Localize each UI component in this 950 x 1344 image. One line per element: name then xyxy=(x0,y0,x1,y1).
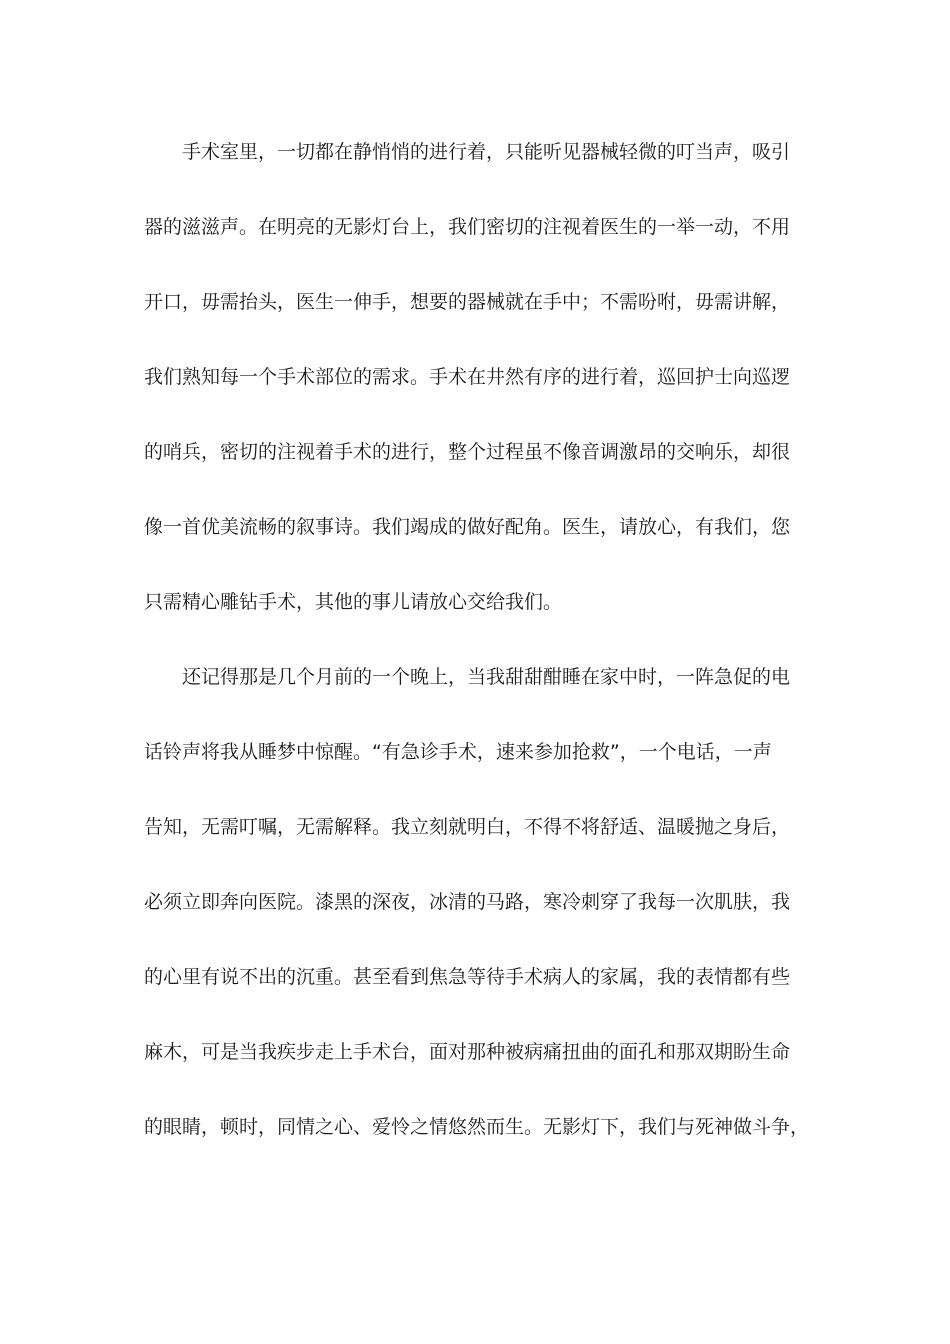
paragraph-1-line-2: 器的滋滋声。在明亮的无影灯台上，我们密切的注视着医生的一举一动，不用 xyxy=(144,216,791,238)
paragraph-1-line-4: 我们熟知每一个手术部位的需求。手术在井然有序的进行着，巡回护士向巡逻 xyxy=(144,366,791,388)
paragraph-2-line-7: 的眼睛，顿时，同情之心、爱怜之情悠然而生。无影灯下，我们与死神做斗争， xyxy=(144,1116,810,1138)
paragraph-2-line-5: 的心里有说不出的沉重。甚至看到焦急等待手术病人的家属，我的表情都有些 xyxy=(144,966,791,988)
paragraph-2-line-3: 告知，无需叮嘱，无需解释。我立刻就明白，不得不将舒适、温暖抛之身后， xyxy=(144,816,791,838)
paragraph-2-line-6: 麻木，可是当我疾步走上手术台，面对那种被病痛扭曲的面孔和那双期盼生命 xyxy=(144,1041,791,1063)
document-body xyxy=(144,132,810,1182)
paragraph-1-line-6: 像一首优美流畅的叙事诗。我们竭成的做好配角。医生，请放心，有我们，您 xyxy=(144,516,791,538)
paragraph-1-line-1: 手术室里，一切都在静悄悄的进行着，只能听见器械轻微的叮当声，吸引 xyxy=(182,141,791,163)
paragraph-1-line-5: 的哨兵，密切的注视着手术的进行，整个过程虽不像音调激昂的交响乐，却很 xyxy=(144,441,791,463)
paragraph-2-line-1: 还记得那是几个月前的一个晚上，当我甜甜酣睡在家中时，一阵急促的电 xyxy=(182,666,791,688)
paragraph-2-line-2: 话铃声将我从睡梦中惊醒。“有急诊手术，速来参加抢救”，一个电话，一声 xyxy=(144,741,772,763)
paragraph-1-line-7: 只需精心雕钻手术，其他的事儿请放心交给我们。 xyxy=(144,591,563,613)
paragraph-2-line-4: 必须立即奔向医院。漆黑的深夜，冰清的马路，寒冷刺穿了我每一次肌肤，我 xyxy=(144,891,791,913)
paragraph-1-line-3: 开口，毋需抬头，医生一伸手，想要的器械就在手中；不需吩咐，毋需讲解， xyxy=(144,291,791,313)
